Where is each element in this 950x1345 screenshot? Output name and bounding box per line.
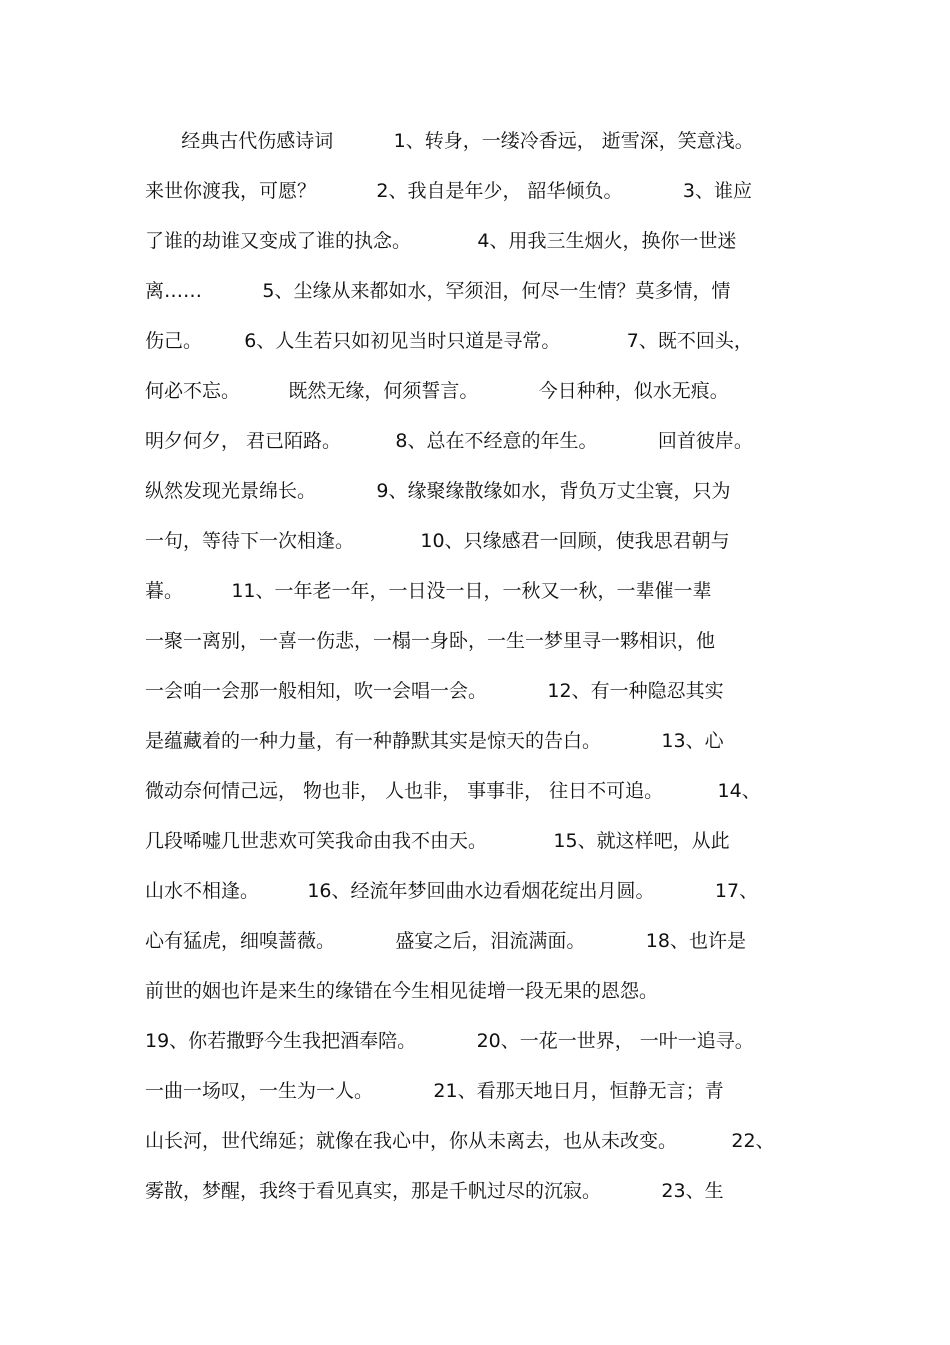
text-line: 山长河，世代绵延；就像在我心中，你从未离去，也从未改变。 22、: [145, 1130, 775, 1152]
text-line: 几段唏嘘几世悲欢可笑我命由我不由天。 15、就这样吧，从此: [145, 830, 730, 852]
text-line: 微动奈何情己远， 物也非， 人也非， 事事非， 往日不可追。 14、: [145, 780, 761, 802]
text-line: 雾散，梦醒，我终于看见真实，那是千帆过尽的沉寂。 23、生: [145, 1180, 724, 1202]
text-line: 19、你若撒野今生我把酒奉陪。 20、一花一世界， 一叶一追寻。: [145, 1030, 754, 1052]
poem-text-block: [145, 121, 825, 1221]
text-line: 离…… 5、尘缘从来都如水，罕须泪，何尽一生情？莫多情，情: [145, 280, 731, 302]
text-line: 山水不相逢。 16、经流年梦回曲水边看烟花绽出月圆。 17、: [145, 880, 759, 902]
text-line: 了谁的劫谁又变成了谁的执念。 4、用我三生烟火，换你一世迷: [145, 230, 737, 252]
text-line: 是蕴藏着的一种力量，有一种静默其实是惊天的告白。 13、心: [145, 730, 724, 752]
text-line: 纵然发现光景绵长。 9、缘聚缘散缘如水，背负万丈尘寰，只为: [145, 480, 731, 502]
text-line: 一聚一离别，一喜一伤悲，一榻一身卧，一生一梦里寻一夥相识，他: [145, 630, 716, 652]
text-line: 一会咱一会那一般相知，吹一会唱一会。 12、有一种隐忍其实: [145, 680, 724, 702]
text-line: 心有猛虎，细嗅蔷薇。 盛宴之后，泪流满面。 18、也许是: [145, 930, 746, 952]
text-line: 经典古代伤感诗词 1、转身，一缕冷香远， 逝雪深，笑意浅。: [145, 130, 754, 152]
text-line: 前世的姻也许是来生的缘错在今生相见徒增一段无果的恩怨。: [145, 980, 659, 1002]
text-line: 暮。 11、一年老一年，一日没一日，一秋又一秋，一辈催一辈: [145, 580, 712, 602]
text-line: 伤己。 6、人生若只如初见当时只道是寻常。 7、既不回头，: [145, 330, 753, 352]
text-line: 一曲一场叹，一生为一人。 21、看那天地日月，恒静无言；青: [145, 1080, 724, 1102]
text-line: 一句，等待下一次相逢。 10、只缘感君一回顾，使我思君朝与: [145, 530, 730, 552]
text-line: 明夕何夕， 君已陌路。 8、总在不经意的年生。 回首彼岸。: [145, 430, 753, 452]
text-line: 何必不忘。 既然无缘，何须誓言。 今日种种，似水无痕。: [145, 380, 729, 402]
text-line: 来世你渡我，可愿？ 2、我自是年少， 韶华倾负。 3、谁应: [145, 180, 753, 202]
